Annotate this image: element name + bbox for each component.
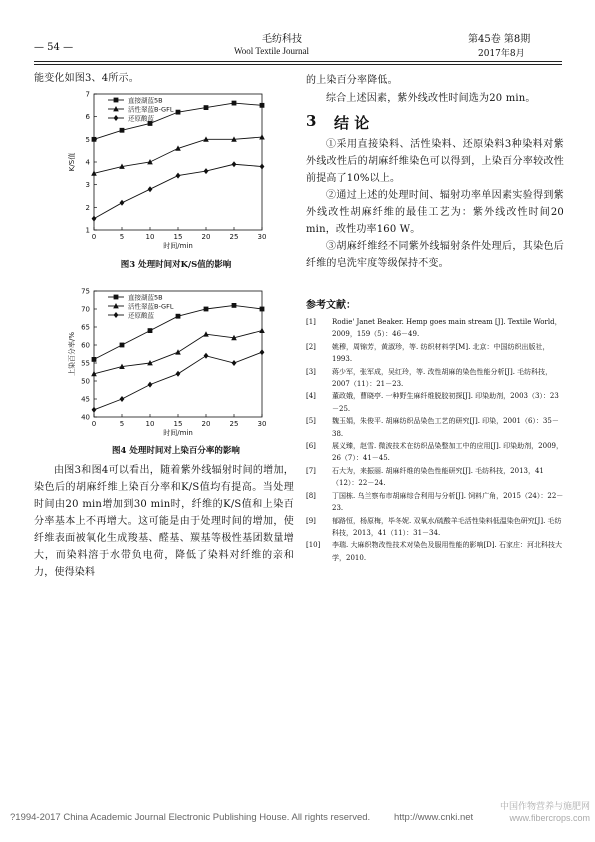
data-point xyxy=(148,328,153,333)
section-number: 3 xyxy=(306,112,317,130)
reference-number: [4] xyxy=(306,392,316,401)
data-point xyxy=(176,173,181,179)
x-tick-label: 15 xyxy=(173,233,183,241)
data-point xyxy=(204,353,209,359)
data-point xyxy=(259,134,265,139)
y-axis-label: K/S值 xyxy=(68,152,76,172)
page-number: — 54 — xyxy=(34,42,74,53)
y-tick-label: 75 xyxy=(81,287,90,296)
legend-label: 还原酸蓝 xyxy=(128,311,154,320)
reference-item xyxy=(306,539,564,564)
journal-title-en: Wool Textile Journal xyxy=(234,46,309,56)
reference-text: 董政娥，曹晓亭. 一种野生麻纤维脱胶初探[J]. 印染助剂，2003（3）：23－25. xyxy=(332,392,559,413)
series-line xyxy=(94,103,262,139)
legend-label: 直接湖蓝5B xyxy=(128,96,163,105)
conclusion-2: ②通过上述的处理时间、辐射功率单因素实验得到紫外线改性胡麻纤维的最佳工艺为：紫外线改性时间20 min，改性功率160 W。 xyxy=(306,190,564,235)
data-point xyxy=(204,168,209,174)
reference-text: 展义臻，赵雪. 微波技术在纺织品染整加工中的应用[J]. 印染助剂，2009，26（7）：41－45. xyxy=(332,442,563,463)
y-tick-label: 45 xyxy=(81,395,90,404)
data-point xyxy=(176,110,181,115)
data-point xyxy=(175,349,181,354)
data-point xyxy=(92,216,97,222)
journal-title-cn: 毛纺科技 xyxy=(262,34,302,45)
data-point xyxy=(260,349,265,355)
reference-number: [3] xyxy=(306,367,316,376)
data-point xyxy=(176,371,181,377)
data-point xyxy=(120,200,125,206)
reference-number: [8] xyxy=(306,491,316,500)
data-point xyxy=(120,128,125,133)
data-point xyxy=(259,328,265,333)
series-line xyxy=(94,164,262,218)
data-point xyxy=(260,103,265,108)
reference-number: [7] xyxy=(306,466,316,475)
reference-text: 郁路恒，杨原梅，毕冬妮. 双氧水/硫酸羊毛活性染料低温染色研究[J]. 毛纺科技，2013，41（11）：31－34. xyxy=(332,516,562,537)
x-tick-label: 25 xyxy=(229,420,239,428)
data-point xyxy=(148,382,153,388)
x-tick-label: 25 xyxy=(229,233,239,241)
data-point xyxy=(204,307,209,312)
summary-line: 综合上述因素，紫外线改性时间选为20 min。 xyxy=(326,93,536,104)
data-point xyxy=(92,137,97,142)
x-tick-label: 30 xyxy=(257,420,267,428)
reference-item xyxy=(306,390,564,415)
data-point xyxy=(176,314,181,319)
conclusion-1: ①采用直接染料、活性染料、还原染料3种染料对紫外线改性后的胡麻纤维染色可以得到，上染百分率较改性前提高了10%以上。 xyxy=(306,139,564,184)
references-list xyxy=(306,316,564,564)
section-title: 结 论 xyxy=(334,114,370,132)
figure-3-caption: 图3 处理时间对K/S值的影响 xyxy=(120,260,232,270)
series-line xyxy=(94,352,262,410)
y-tick-label: 5 xyxy=(85,135,90,144)
reference-text: 石大为，来振丽. 胡麻纤维的染色性能研究[J]. 毛纺科技，2013，41（12）：22－24. xyxy=(332,466,544,488)
x-tick-label: 15 xyxy=(173,420,183,428)
data-point xyxy=(232,101,237,106)
reference-text: 李瑞. 大麻织物改性技术对染色及服用性能的影响[D]. 石家庄：河北科技大学，2010. xyxy=(332,541,562,562)
data-point xyxy=(232,360,237,366)
legend-marker xyxy=(114,98,119,103)
reference-text: 魏玉娟，朱俊平. 胡麻纺织品染色工艺的研究[J]. 印染，2001（6）：35－38. xyxy=(332,417,559,438)
legend-label: 活性翠蓝B-GFL xyxy=(128,105,174,114)
legend-label: 直接湖蓝5B xyxy=(128,293,163,302)
reference-text: 丁国栋. 乌兰察布市胡麻综合利用与分析[J]. 饲料广角，2015（24）：22－23. xyxy=(332,491,564,513)
y-tick-label: 65 xyxy=(81,323,90,332)
y-tick-label: 60 xyxy=(81,341,90,350)
y-tick-label: 6 xyxy=(85,113,90,122)
conclusion-3: ③胡麻纤维经不同紫外线辐射条件处理后，其染色后纤维的皂洗牢度等级保持不变。 xyxy=(306,241,564,269)
data-point xyxy=(232,303,237,308)
reference-item xyxy=(306,440,564,465)
y-tick-label: 7 xyxy=(85,90,90,99)
reference-item xyxy=(306,415,564,440)
y-tick-label: 55 xyxy=(81,359,90,368)
reference-number: [9] xyxy=(306,516,316,525)
data-point xyxy=(204,105,209,110)
intro-line: 能变化如图3、4所示。 xyxy=(34,73,139,84)
reference-number: [6] xyxy=(306,442,316,451)
figure-4-caption: 图4 处理时间对上染百分率的影响 xyxy=(112,446,240,456)
data-point xyxy=(92,407,97,413)
y-axis-label: 上染百分率/% xyxy=(68,331,76,377)
reference-item xyxy=(306,366,564,391)
y-tick-label: 40 xyxy=(81,413,90,422)
figure-3-chart xyxy=(60,86,292,256)
data-point xyxy=(260,307,265,312)
references-title: 参考文献： xyxy=(306,300,356,311)
header-rule xyxy=(34,61,562,62)
discussion-paragraph: 由图3和图4可以看出，随着紫外线辐射时间的增加，染色后的胡麻纤维上染百分率和K/S值均有提高。当处理时间由20 min增加到30 min时，纤维的K/S值和上染百分率基本上不再增大。这可能是由于处理时间的增加，使纤维表面被氧化生成羧基、醛基、羰基等极性基团数量增大，而染料溶于水带负电荷，降低了染料对纤维的亲和力，使得染料 xyxy=(34,465,294,578)
watermark: 中国作物营养与施肥网 www.fibercrops.com xyxy=(499,801,590,823)
data-point xyxy=(260,164,265,170)
data-point xyxy=(120,396,125,402)
y-tick-label: 3 xyxy=(85,181,90,190)
x-tick-label: 20 xyxy=(201,233,211,241)
x-tick-label: 0 xyxy=(91,233,97,241)
y-tick-label: 70 xyxy=(81,305,90,314)
legend-marker xyxy=(114,312,119,318)
x-tick-label: 20 xyxy=(201,420,211,428)
reference-text: Rodie' Janet Beaker. Hemp goes main stream [J]. Textile World，2009，159（5）：46－49. xyxy=(332,318,562,339)
x-tick-label: 10 xyxy=(145,233,155,241)
reference-number: [2] xyxy=(306,342,316,351)
x-tick-label: 5 xyxy=(119,420,125,428)
x-tick-label: 0 xyxy=(91,420,97,428)
header-rule-thin xyxy=(34,64,562,65)
reference-item xyxy=(306,490,564,515)
continued-line: 的上染百分率降低。 xyxy=(306,75,398,86)
data-point xyxy=(92,357,97,362)
x-axis-label: 时间/min xyxy=(163,242,193,250)
reference-number: [10] xyxy=(306,541,321,550)
journal-date: 2017年8月 xyxy=(478,49,525,59)
legend-label: 活性翠蓝B-GFL xyxy=(128,302,174,311)
reference-text: 姚穆，周锦芳，黄淑珍，等. 纺织材料学[M]. 北京：中国纺织出版社，1993. xyxy=(332,342,550,364)
reference-number: [5] xyxy=(306,417,316,426)
y-tick-label: 50 xyxy=(81,377,90,386)
series-line xyxy=(94,137,262,173)
legend-marker xyxy=(114,295,119,300)
reference-number: [1] xyxy=(306,318,316,326)
x-tick-label: 5 xyxy=(119,233,125,241)
reference-item xyxy=(306,341,564,366)
copyright-notice: ?1994-2017 China Academic Journal Electronic Publishing House. All rights reserved. xyxy=(10,812,371,823)
data-point xyxy=(232,161,237,167)
reference-item xyxy=(306,316,564,341)
cnki-link[interactable]: http://www.cnki.net xyxy=(394,812,474,823)
journal-volume: 第45卷 第8期 xyxy=(468,34,531,45)
data-point xyxy=(203,331,209,336)
reference-item xyxy=(306,465,564,490)
data-point xyxy=(148,186,153,192)
y-tick-label: 4 xyxy=(85,158,90,167)
data-point xyxy=(147,159,153,164)
x-tick-label: 10 xyxy=(145,420,155,428)
x-axis-label: 时间/min xyxy=(163,429,193,437)
reference-text: 蒋少军，张军成，吴红玲，等. 改性胡麻的染色性能分析[J]. 毛纺科技，2007（11）：21－23. xyxy=(332,367,553,389)
data-point xyxy=(120,343,125,348)
legend-marker xyxy=(114,115,119,121)
figure-4-chart xyxy=(60,285,292,443)
reference-item xyxy=(306,515,564,540)
y-tick-label: 2 xyxy=(85,203,90,212)
legend-label: 还原酸蓝 xyxy=(128,114,154,123)
x-tick-label: 30 xyxy=(257,233,267,241)
y-tick-label: 1 xyxy=(85,226,90,235)
conclusions xyxy=(306,136,564,272)
